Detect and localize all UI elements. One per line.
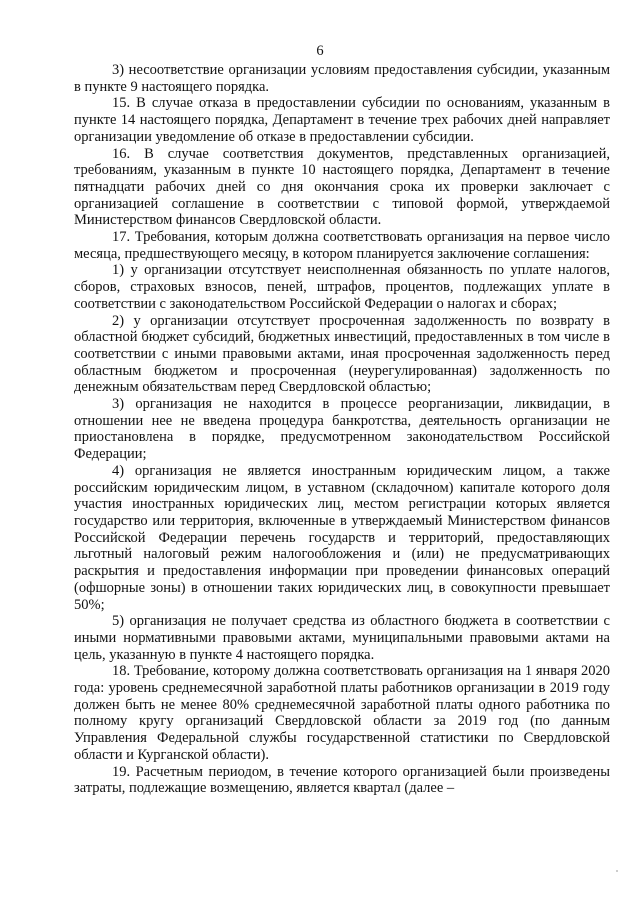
paragraph-17-item-2: 2) у организации отсутствует просроченная задолженность по возврату в областной бюджет субсидий, бюджетных инвестиций, предоставленных в том числе в соответствии с иными правовыми актами, иная просроченная задолженность перед областным бюджетом и просроченная (неурегулированная) задолженность по денежным обязательствам перед Свердловской областью; xyxy=(74,312,610,396)
paragraph-15: 15. В случае отказа в предоставлении субсидии по основаниям, указанным в пункте 14 настоящего порядка, Департамент в течение трех рабочих дней направляет организации уведомление об отказе в предоставлении субсидии. xyxy=(74,95,610,145)
paragraph-17: 17. Требования, которым должна соответствовать организация на первое число месяца, предшествующего месяцу, в котором планируется заключение соглашения: xyxy=(74,229,610,262)
scan-speck xyxy=(616,870,618,872)
document-body xyxy=(74,62,610,797)
paragraph-17-item-1: 1) у организации отсутствует неисполненная обязанность по уплате налогов, сборов, страховых взносов, пеней, штрафов, процентов, подлежащих уплате в соответствии с законодательством Российской Федерации о налогах и сборах; xyxy=(74,262,610,312)
paragraph-17-item-5: 5) организация не получает средства из областного бюджета в соответствии с иными нормативными правовыми актами, муниципальными правовыми актами на цель, указанную в пункте 4 настоящего порядка. xyxy=(74,613,610,663)
paragraph-18: 18. Требование, которому должна соответствовать организация на 1 января 2020 года: уровень среднемесячной заработной платы работников организации в 2019 году должен быть не менее 80% среднемесячной заработной платы одного работника по полному кругу организаций Свердловской области за 2019 год (по данным Управления Федеральной службы государственной статистики по Свердловской области и Курганской области). xyxy=(74,663,610,763)
paragraph-17-item-4: 4) организация не является иностранным юридическим лицом, а также российским юридическим лицом, в уставном (складочном) капитале которого доля участия иностранных юридических лиц, местом регистрации которых является государство или территория, включенные в утверждаемый Министерством финансов Российской Федерации перечень государств и территорий, предоставляющих льготный налоговый режим налогообложения и (или) не предусматривающих раскрытия и предоставления информации при проведении финансовых операций (офшорные зоны) в отношении таких юридических лиц, в совокупности превышает 50%; xyxy=(74,462,610,613)
paragraph-14-item-3: 3) несоответствие организации условиям предоставления субсидии, указанным в пункте 9 настоящего порядка. xyxy=(74,62,610,95)
paragraph-19: 19. Расчетным периодом, в течение которого организацией были произведены затраты, подлежащие возмещению, является квартал (далее – xyxy=(74,763,610,797)
page-number: 6 xyxy=(316,43,324,59)
paragraph-17-item-3: 3) организация не находится в процессе реорганизации, ликвидации, в отношении нее не введена процедура банкротства, деятельность организации не приостановлена в порядке, предусмотренном законодательством Российской Федерации; xyxy=(74,396,610,463)
paragraph-16: 16. В случае соответствия документов, представленных организацией, требованиям, указанным в пункте 10 настоящего порядка, Департамент в течение пятнадцати рабочих дней со дня окончания срока их проверки заключает с организацией соглашение в соответствии с типовой формой, утверждаемой Министерством финансов Свердловской области. xyxy=(74,145,610,229)
